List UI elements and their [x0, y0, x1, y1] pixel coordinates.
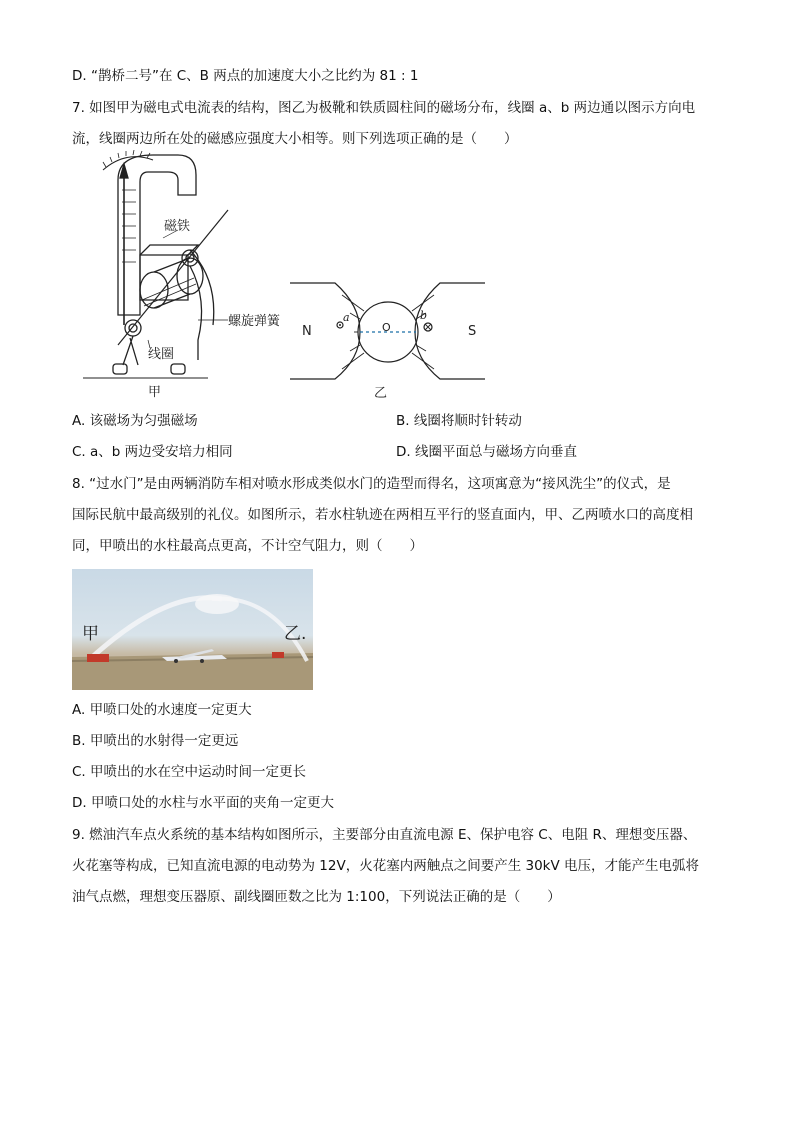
label-north-pole: N: [302, 324, 312, 339]
figure-jia-galvanometer: [78, 150, 293, 400]
q7-option-a: A. 该磁场为匀强磁场: [72, 413, 198, 429]
q8-option-b: B. 甲喷出的水射得一定更远: [72, 733, 239, 749]
label-spring: 螺旋弹簧: [228, 314, 281, 329]
label-side-a: a: [343, 311, 350, 324]
q8-stem-line1: 8. “过水门”是由两辆消防车相对喷水形成类似水门的造型而得名，这项寓意为“接风洗尘”的仪式，是: [72, 476, 671, 492]
caption-yi: 乙: [374, 386, 388, 400]
q8-stem-line2: 国际民航中最高级别的礼仪。如图所示，若水柱轨迹在两相互平行的竖直面内，甲、乙两喷水口的高度相: [72, 507, 693, 523]
q8-option-d: D. 甲喷口处的水柱与水平面的夹角一定更大: [72, 795, 334, 811]
figure-yi-magnetic-field: [290, 275, 490, 400]
q8-option-c: C. 甲喷出的水在空中运动时间一定更长: [72, 764, 307, 780]
photo-water-salute: [72, 569, 313, 690]
label-magnet: 磁铁: [164, 219, 191, 234]
photo-label-yi: 乙.: [284, 624, 307, 644]
q6-option-d: D. “鹊桥二号”在 C、B 两点的加速度大小之比约为 81 : 1: [72, 68, 419, 84]
caption-jia: 甲: [148, 385, 162, 400]
q9-stem-line3: 油气点燃，理想变压器原、副线圈匝数之比为 1:100，下列说法正确的是（ ）: [72, 889, 561, 905]
q8-stem-line3: 同，甲喷出的水柱最高点更高，不计空气阻力，则（ ）: [72, 538, 423, 554]
q7-stem-line1: 7. 如图甲为磁电式电流表的结构，图乙为极靴和铁质圆柱间的磁场分布，线圈 a、b 两边通以图示方向电: [72, 100, 696, 116]
label-coil: 线圈: [148, 347, 175, 362]
q7-option-b: B. 线圈将顺时针转动: [396, 413, 522, 429]
photo-label-jia: 甲: [82, 624, 99, 644]
q7-option-c: C. a、b 两边受安培力相同: [72, 444, 233, 460]
q7-option-d: D. 线圈平面总与磁场方向垂直: [396, 444, 577, 460]
q7-stem-line2: 流，线圈两边所在处的磁感应强度大小相等。则下列选项正确的是（ ）: [72, 131, 518, 147]
q9-stem-line1: 9. 燃油汽车点火系统的基本结构如图所示，主要部分由直流电源 E、保护电容 C、电阻 R、理想变压器、: [72, 827, 697, 843]
magnet-shape: [118, 155, 196, 315]
q8-option-a: A. 甲喷口处的水速度一定更大: [72, 702, 252, 718]
q9-stem-line2: 火花塞等构成，已知直流电源的电动势为 12V，火花塞内两触点之间要产生 30kV 电压，才能产生电弧将: [72, 858, 700, 874]
label-side-b: b: [420, 309, 428, 322]
label-center-o: O: [382, 321, 391, 334]
label-south-pole: S: [468, 324, 477, 339]
